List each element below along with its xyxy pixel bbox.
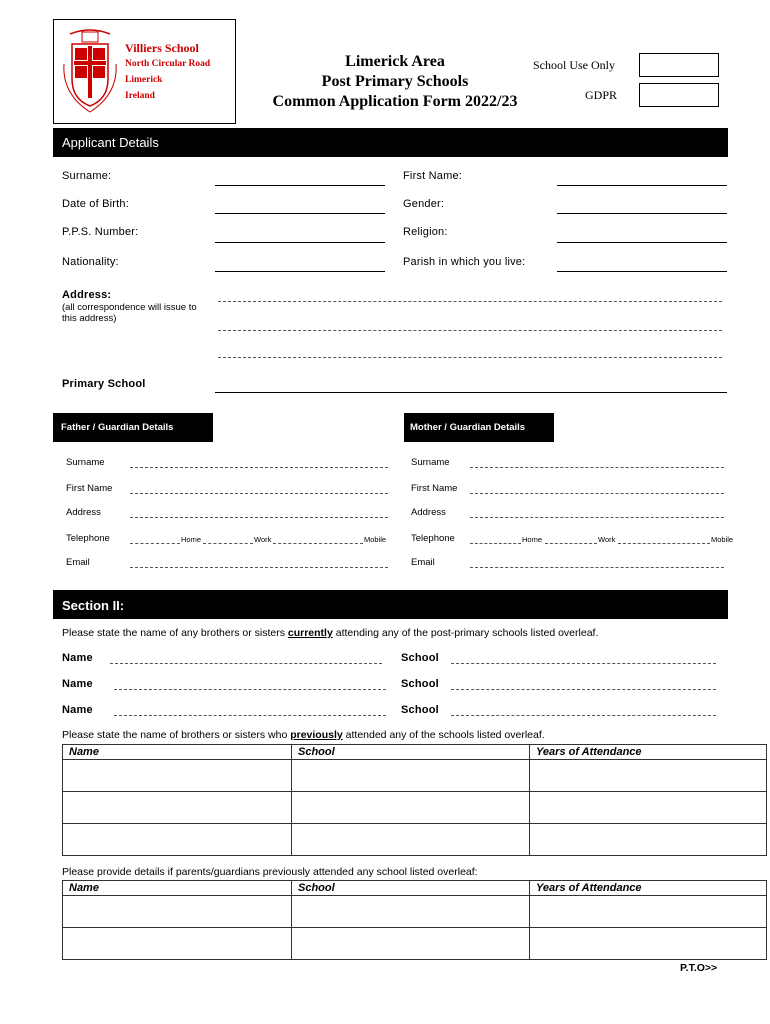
surname-label: Surname:	[62, 170, 112, 182]
nationality-label: Nationality:	[62, 256, 119, 268]
table-cell[interactable]	[530, 792, 767, 824]
father-email-label: Email	[66, 557, 90, 568]
dob-field[interactable]	[215, 213, 385, 214]
gender-field[interactable]	[557, 213, 727, 214]
address-line-2[interactable]	[218, 330, 722, 331]
address-line-1[interactable]	[218, 301, 722, 302]
mother-first-name-label: First Name	[411, 483, 458, 494]
mother-telephone-label: Telephone	[411, 533, 455, 544]
father-details-header	[53, 413, 213, 442]
mother-work-label: Work	[598, 535, 616, 544]
father-surname-label: Surname	[66, 457, 105, 468]
father-mobile-label: Mobile	[364, 535, 387, 544]
father-first-name-field[interactable]	[130, 493, 388, 494]
school-use-box[interactable]	[639, 53, 719, 77]
sibling-1-name-field[interactable]	[110, 663, 382, 664]
mother-surname-field[interactable]	[470, 467, 724, 468]
table-cell[interactable]	[292, 792, 530, 824]
mother-surname-label: Surname	[411, 457, 450, 468]
table-cell[interactable]	[63, 824, 292, 856]
father-work-label: Work	[254, 535, 272, 544]
mother-email-field[interactable]	[470, 567, 724, 568]
table-row	[63, 792, 767, 824]
father-details-title: Father / Guardian Details	[61, 422, 174, 433]
section2-title: Section II:	[62, 598, 125, 613]
table-cell[interactable]	[292, 928, 530, 960]
parents-instruction: Please provide details if parents/guardians previously attended any school listed overleaf:	[62, 866, 478, 878]
applicant-details-header	[53, 128, 728, 157]
table-cell[interactable]	[292, 824, 530, 856]
address-note: (all correspondence will issue to this address)	[62, 302, 197, 324]
pps-label: P.P.S. Number:	[62, 226, 139, 238]
school-name: Villiers School	[125, 41, 199, 55]
address-label: Address:	[62, 289, 112, 301]
sibling-1-school-field[interactable]	[451, 663, 716, 664]
first-name-label: First Name:	[403, 170, 463, 182]
school-use-label: School Use Only	[533, 58, 615, 72]
dob-label: Date of Birth:	[62, 198, 129, 210]
section2-header	[53, 590, 728, 619]
table-header-row	[63, 745, 767, 760]
father-mobile-phone-field[interactable]	[273, 543, 363, 544]
address-line-3[interactable]	[218, 357, 722, 358]
father-address-label: Address	[66, 507, 101, 518]
gdpr-box[interactable]	[639, 83, 719, 107]
nationality-field[interactable]	[215, 271, 385, 272]
table-row	[63, 760, 767, 792]
school-column-header: School	[292, 881, 530, 896]
mother-first-name-field[interactable]	[470, 493, 724, 494]
table-cell[interactable]	[292, 896, 530, 928]
table-cell[interactable]	[530, 824, 767, 856]
sibling-2-name-label: Name	[62, 678, 93, 690]
sibling-2-school-field[interactable]	[451, 689, 716, 690]
father-surname-field[interactable]	[130, 467, 388, 468]
school-address-line-2: Limerick	[125, 75, 163, 85]
table-cell[interactable]	[530, 896, 767, 928]
previous-siblings-table	[62, 744, 767, 856]
mother-home-phone-field[interactable]	[470, 543, 521, 544]
table-header-row	[63, 881, 767, 896]
sibling-1-name-label: Name	[62, 652, 93, 664]
table-cell[interactable]	[292, 760, 530, 792]
school-crest-icon	[60, 24, 120, 114]
school-address-line-1: North Circular Road	[125, 59, 211, 69]
table-row	[63, 928, 767, 960]
table-cell[interactable]	[63, 896, 292, 928]
emphasis-previously: previously	[290, 729, 343, 741]
surname-field[interactable]	[215, 185, 385, 186]
mother-details-header	[404, 413, 554, 442]
table-row	[63, 824, 767, 856]
applicant-details-title: Applicant Details	[62, 135, 159, 150]
sibling-1-school-label: School	[401, 652, 439, 664]
mother-mobile-phone-field[interactable]	[618, 543, 710, 544]
sibling-3-school-field[interactable]	[451, 715, 716, 716]
sibling-3-name-label: Name	[62, 704, 93, 716]
parents-table	[62, 880, 767, 960]
table-cell[interactable]	[530, 760, 767, 792]
school-column-header: School	[292, 745, 530, 760]
table-cell[interactable]	[63, 792, 292, 824]
sibling-3-school-label: School	[401, 704, 439, 716]
form-title-line-2: Post Primary Schools	[321, 73, 469, 90]
father-address-field[interactable]	[130, 517, 388, 518]
gdpr-label: GDPR	[585, 88, 618, 102]
father-first-name-label: First Name	[66, 483, 113, 494]
mother-mobile-label: Mobile	[711, 535, 734, 544]
father-email-field[interactable]	[130, 567, 388, 568]
table-cell[interactable]	[63, 760, 292, 792]
sibling-2-school-label: School	[401, 678, 439, 690]
mother-work-phone-field[interactable]	[545, 543, 597, 544]
mother-email-label: Email	[411, 557, 435, 568]
religion-label: Religion:	[403, 226, 448, 238]
pps-field[interactable]	[215, 242, 385, 243]
mother-details-title: Mother / Guardian Details	[410, 422, 526, 433]
gender-label: Gender:	[403, 198, 445, 210]
table-row	[63, 896, 767, 928]
page-turn-note: P.T.O>>	[680, 962, 718, 974]
father-home-phone-field[interactable]	[130, 543, 180, 544]
parish-label: Parish in which you live:	[403, 256, 526, 268]
mother-address-label: Address	[411, 507, 446, 518]
primary-school-label: Primary School	[62, 378, 146, 390]
school-address-line-3: Ireland	[125, 91, 155, 101]
religion-field[interactable]	[557, 242, 727, 243]
years-column-header: Years of Attendance	[530, 745, 767, 760]
father-work-phone-field[interactable]	[203, 543, 253, 544]
siblings-current-instruction: Please state the name of any brothers or sisters currently attending any of the post-primary schools listed overleaf.	[62, 627, 599, 639]
mother-address-field[interactable]	[470, 517, 724, 518]
mother-home-label: Home	[522, 535, 543, 544]
form-title-line-3: Common Application Form 2022/23	[272, 93, 518, 110]
parish-field[interactable]	[557, 271, 727, 272]
name-column-header: Name	[63, 745, 292, 760]
father-home-label: Home	[181, 535, 202, 544]
years-column-header: Years of Attendance	[530, 881, 767, 896]
primary-school-field[interactable]	[215, 392, 727, 393]
siblings-previous-instruction: Please state the name of brothers or sisters who previously attended any of the schools listed overleaf.	[62, 729, 545, 741]
form-title-line-1: Limerick Area	[345, 53, 445, 70]
emphasis-currently: currently	[287, 627, 333, 639]
name-column-header: Name	[63, 881, 292, 896]
table-cell[interactable]	[530, 928, 767, 960]
table-cell[interactable]	[63, 928, 292, 960]
first-name-field[interactable]	[557, 185, 727, 186]
father-telephone-label: Telephone	[66, 533, 110, 544]
sibling-3-name-field[interactable]	[114, 715, 386, 716]
sibling-2-name-field[interactable]	[114, 689, 386, 690]
